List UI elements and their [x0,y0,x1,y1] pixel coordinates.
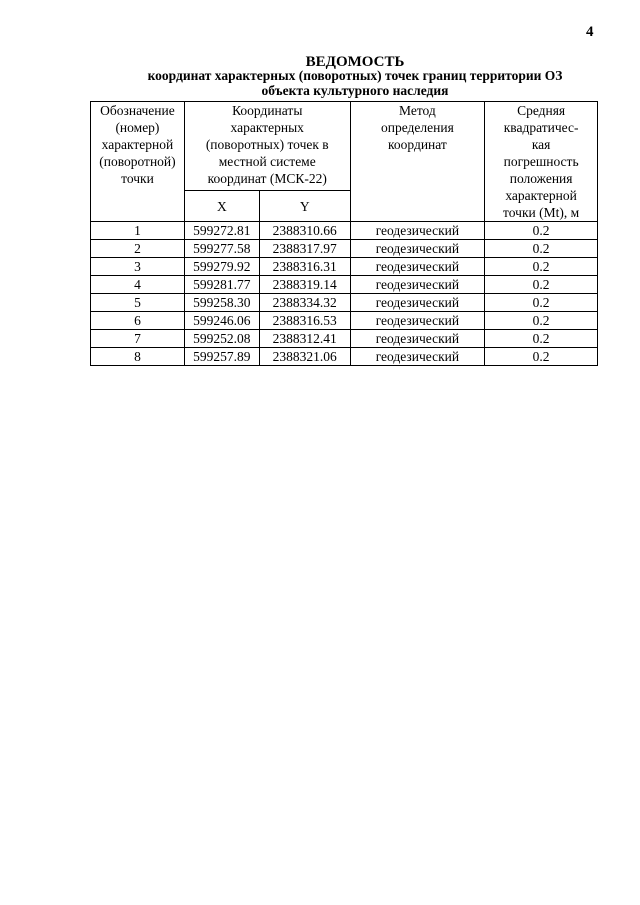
header-text: квадратичес- [503,120,579,135]
header-x: X [184,191,259,222]
cell-point: 5 [91,294,185,312]
header-text: положения [509,171,573,186]
header-point-designation [91,102,185,222]
table-row [91,348,598,366]
cell-point: 1 [91,222,185,240]
cell-method: геодезический [350,276,485,294]
cell-y: 2388334.32 [259,294,350,312]
header-text: характерных [230,120,304,135]
header-text: координат [388,137,447,152]
table-row [91,276,598,294]
cell-method: геодезический [350,330,485,348]
header-text: погрешность [503,154,579,169]
cell-method: геодезический [350,312,485,330]
header-text: местной системе [218,154,316,169]
header-method [350,102,485,222]
cell-y: 2388312.41 [259,330,350,348]
header-text: точки [121,171,154,186]
cell-error: 0.2 [485,258,598,276]
cell-method: геодезический [350,222,485,240]
cell-y: 2388316.31 [259,258,350,276]
page-number: 4 [586,24,594,40]
cell-error: 0.2 [485,348,598,366]
header-error [485,102,598,222]
document-subtitle [0,68,640,98]
cell-y: 2388310.66 [259,222,350,240]
cell-x: 599277.58 [184,240,259,258]
header-text: координат (МСК-22) [207,171,327,186]
cell-x: 599258.30 [184,294,259,312]
cell-y: 2388321.06 [259,348,350,366]
table-row [91,222,598,240]
cell-error: 0.2 [485,276,598,294]
cell-x: 599257.89 [184,348,259,366]
table-row [91,330,598,348]
table-row [91,258,598,276]
cell-method: геодезический [350,240,485,258]
cell-point: 3 [91,258,185,276]
cell-error: 0.2 [485,312,598,330]
header-y: Y [259,191,350,222]
cell-error: 0.2 [485,330,598,348]
cell-error: 0.2 [485,240,598,258]
cell-error: 0.2 [485,222,598,240]
cell-point: 4 [91,276,185,294]
cell-point: 6 [91,312,185,330]
header-text: (номер) [115,120,160,135]
cell-y: 2388319.14 [259,276,350,294]
table-body [91,222,598,366]
header-text: характерной [505,188,577,203]
table-row [91,294,598,312]
cell-method: геодезический [350,258,485,276]
coordinates-table [90,101,598,366]
header-text: Метод [399,103,436,118]
header-text: кая [531,137,551,152]
document-title: ВЕДОМОСТЬ [305,54,405,70]
cell-x: 599281.77 [184,276,259,294]
subtitle-line: объекта культурного наследия [261,83,449,98]
cell-point: 2 [91,240,185,258]
cell-x: 599272.81 [184,222,259,240]
header-text: Координаты [232,103,303,118]
cell-y: 2388316.53 [259,312,350,330]
cell-method: геодезический [350,294,485,312]
cell-x: 599279.92 [184,258,259,276]
cell-point: 7 [91,330,185,348]
header-text: точки (Mt), м [503,205,580,220]
header-text: (поворотных) точек в [205,137,329,152]
cell-x: 599252.08 [184,330,259,348]
table-row [91,312,598,330]
subtitle-line: координат характерных (поворотных) точек границ территории ОЗ [147,68,563,83]
header-coordinates [184,102,350,191]
header-text: Обозначение [100,103,175,118]
table-row [91,240,598,258]
header-text: Средняя [517,103,566,118]
cell-y: 2388317.97 [259,240,350,258]
header-text: определения [381,120,454,135]
cell-point: 8 [91,348,185,366]
cell-method: геодезический [350,348,485,366]
cell-x: 599246.06 [184,312,259,330]
cell-error: 0.2 [485,294,598,312]
header-text: характерной [101,137,174,152]
header-text: (поворотной) [99,154,176,169]
